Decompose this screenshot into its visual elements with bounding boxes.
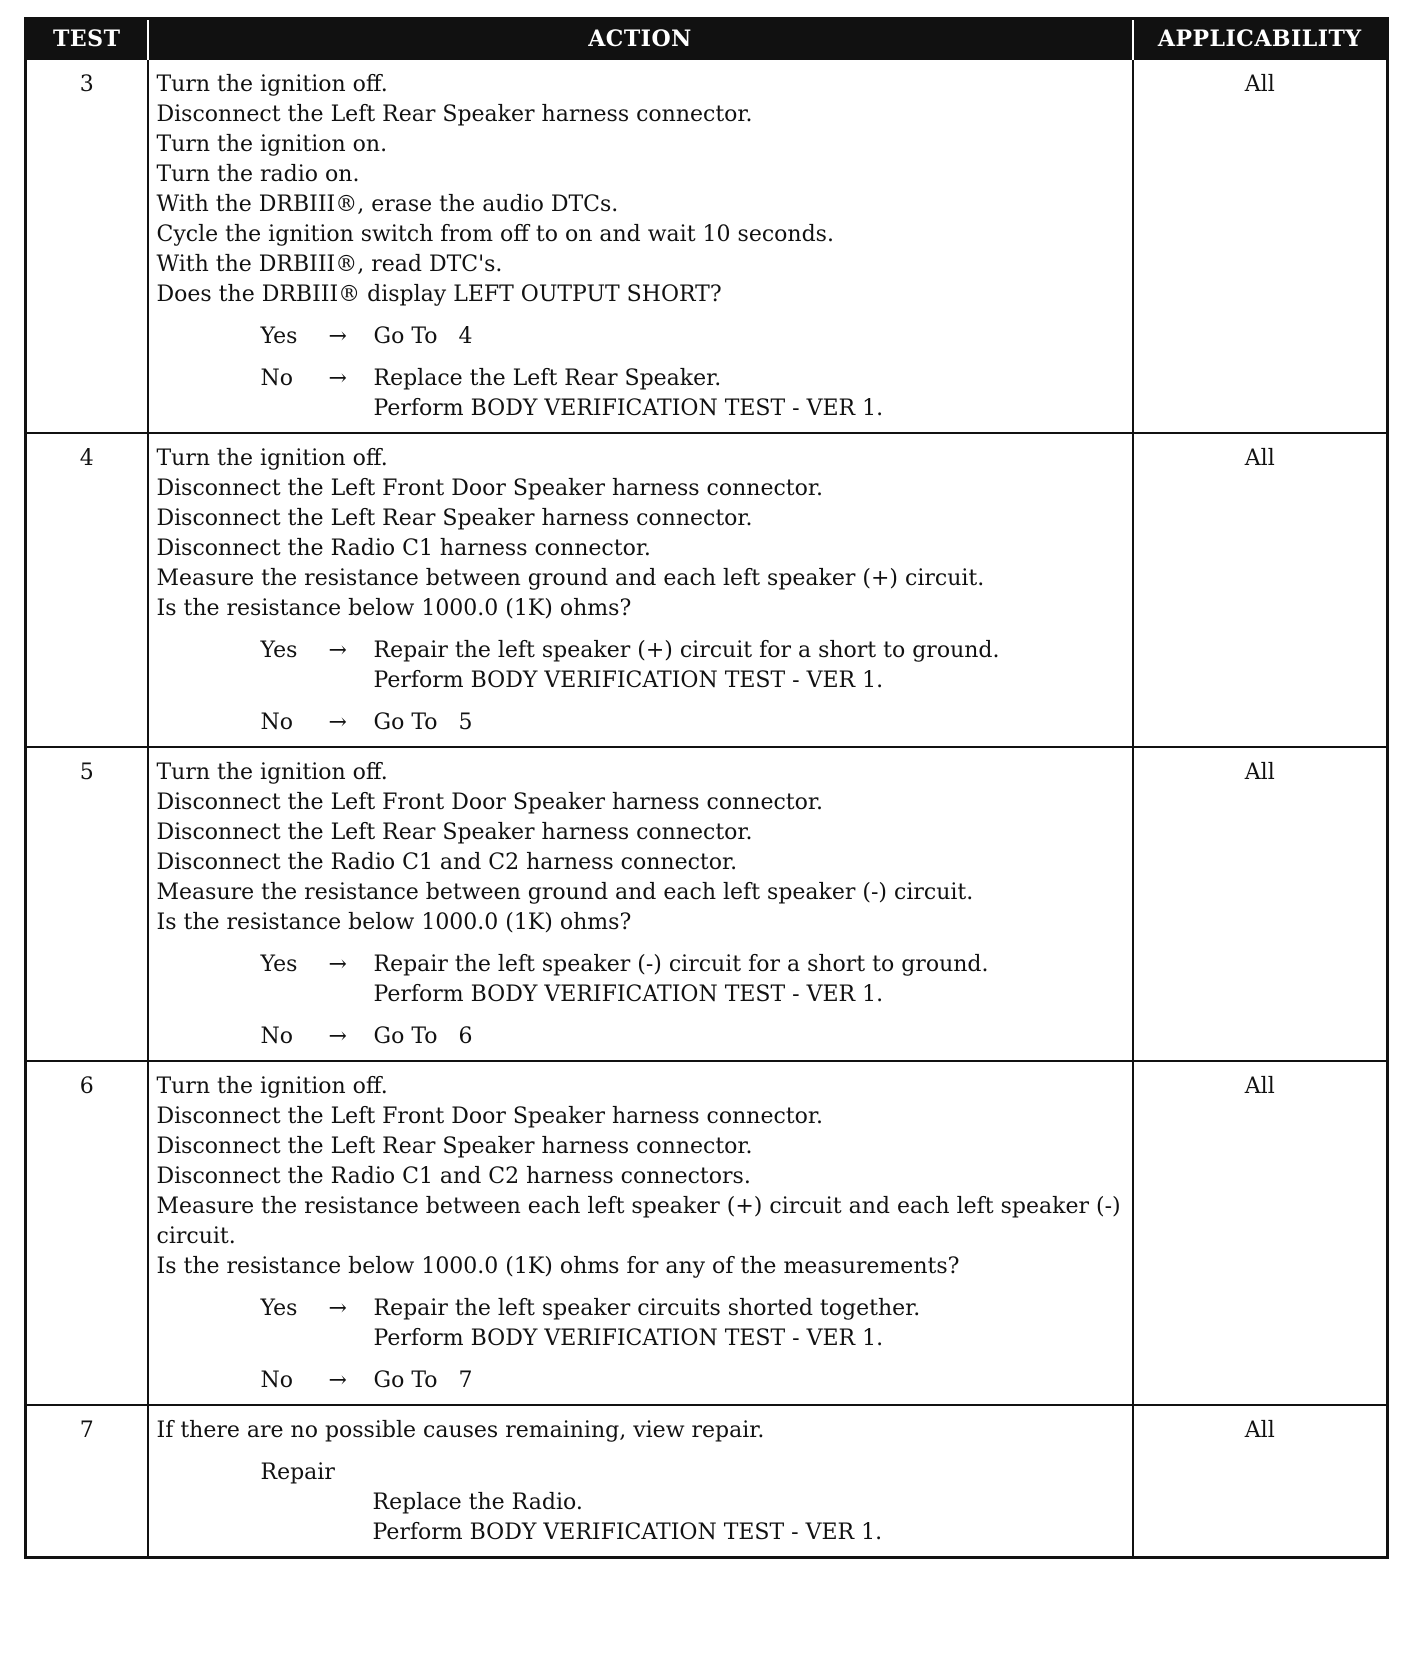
yes-label: Yes — [260, 324, 298, 349]
no-result — [374, 708, 1124, 738]
table-body — [26, 59, 1388, 1558]
test-number: 6 — [26, 1061, 148, 1405]
step-line: Disconnect the Radio C1 and C2 harness connectors. — [156, 1164, 751, 1189]
step-line: If there are no possible causes remaining, view repair. — [156, 1418, 765, 1443]
arrow-icon: → — [328, 366, 347, 391]
step-line: Disconnect the Left Rear Speaker harness connector. — [156, 102, 753, 127]
result-line: Perform BODY VERIFICATION TEST - VER 1. — [373, 1326, 884, 1351]
result-line: Perform BODY VERIFICATION TEST - VER 1. — [373, 668, 884, 693]
no-label: No — [260, 710, 293, 735]
applicability: All — [1133, 1405, 1388, 1558]
step-line: Disconnect the Left Front Door Speaker harness connector. — [156, 1104, 823, 1129]
yes-label: Yes — [260, 952, 298, 977]
header-test: TEST — [26, 19, 148, 60]
step-line: Disconnect the Radio C1 and C2 harness connector. — [156, 850, 738, 875]
step-line: Measure the resistance between ground and each left speaker (+) circuit. — [156, 566, 985, 591]
result-line: Go To 5 — [373, 710, 473, 735]
header-action: ACTION — [148, 19, 1133, 60]
yes-option — [157, 636, 1124, 696]
yes-result — [374, 1294, 1124, 1354]
yes-option — [157, 322, 1124, 352]
result-line: Go To 6 — [373, 1024, 473, 1049]
step-line: Does the DRBIII® display LEFT OUTPUT SHORT? — [156, 282, 722, 307]
step-line: Turn the ignition off. — [156, 446, 388, 471]
decision-options — [157, 950, 1124, 1052]
step-line: Turn the ignition off. — [156, 1074, 388, 1099]
result-line: Repair the left speaker (+) circuit for a short to ground. — [373, 638, 1000, 663]
applicability: All — [1133, 747, 1388, 1061]
table-row — [26, 1061, 1388, 1405]
diagnostic-table — [24, 17, 1389, 1559]
result-line: Replace the Left Rear Speaker. — [373, 366, 722, 391]
no-option — [157, 1366, 1124, 1396]
step-line: With the DRBIII®, erase the audio DTCs. — [156, 192, 619, 217]
action-cell — [148, 59, 1133, 433]
result-line: Repair the left speaker (-) circuit for a short to ground. — [373, 952, 989, 977]
action-cell — [148, 747, 1133, 1061]
table-row — [26, 433, 1388, 747]
step-line: Disconnect the Left Rear Speaker harness connector. — [156, 1134, 753, 1159]
yes-result — [374, 322, 1124, 352]
yes-option — [157, 950, 1124, 1010]
header-applicability: APPLICABILITY — [1133, 19, 1388, 60]
table-row — [26, 747, 1388, 1061]
no-result — [374, 1366, 1124, 1396]
step-line: circuit. — [156, 1224, 236, 1249]
step-line: Cycle the ignition switch from off to on and wait 10 seconds. — [156, 222, 834, 247]
decision-options — [157, 1294, 1124, 1396]
step-line: Measure the resistance between ground and each left speaker (-) circuit. — [156, 880, 974, 905]
step-line: Is the resistance below 1000.0 (1K) ohms for any of the measurements? — [156, 1254, 960, 1279]
table-header-row — [26, 19, 1388, 60]
no-label: No — [260, 366, 293, 391]
test-number: 4 — [26, 433, 148, 747]
decision-options — [157, 636, 1124, 738]
result-line: Go To 4 — [373, 324, 473, 349]
repair-lines — [261, 1488, 1124, 1548]
result-line: Perform BODY VERIFICATION TEST - VER 1. — [373, 396, 884, 421]
yes-label: Yes — [260, 638, 298, 663]
table-row — [26, 59, 1388, 433]
result-line: Perform BODY VERIFICATION TEST - VER 1. — [373, 982, 884, 1007]
arrow-icon: → — [328, 1024, 347, 1049]
repair-line: Replace the Radio. — [372, 1490, 583, 1515]
yes-option — [157, 1294, 1124, 1354]
decision-options — [157, 322, 1124, 424]
arrow-icon: → — [328, 1368, 347, 1393]
applicability: All — [1133, 433, 1388, 747]
step-line: Measure the resistance between each left speaker (+) circuit and each left speaker (-) — [156, 1194, 1121, 1219]
step-line: Disconnect the Left Rear Speaker harness connector. — [156, 820, 753, 845]
yes-label: Yes — [260, 1296, 298, 1321]
arrow-icon: → — [328, 324, 347, 349]
arrow-icon: → — [328, 1296, 347, 1321]
result-line: Go To 7 — [373, 1368, 473, 1393]
step-line: Turn the ignition off. — [156, 72, 388, 97]
step-line: With the DRBIII®, read DTC's. — [156, 252, 503, 277]
arrow-icon: → — [328, 952, 347, 977]
no-result — [374, 1022, 1124, 1052]
step-line: Turn the ignition on. — [156, 132, 388, 157]
step-line: Disconnect the Left Rear Speaker harness connector. — [156, 506, 753, 531]
step-line: Disconnect the Left Front Door Speaker harness connector. — [156, 476, 823, 501]
no-option — [157, 364, 1124, 424]
no-label: No — [260, 1024, 293, 1049]
arrow-icon: → — [328, 710, 347, 735]
arrow-icon: → — [328, 638, 347, 663]
step-line: Disconnect the Left Front Door Speaker harness connector. — [156, 790, 823, 815]
procedure-sheet — [24, 17, 1386, 1559]
action-cell — [148, 1405, 1133, 1558]
applicability: All — [1133, 59, 1388, 433]
step-line: Turn the ignition off. — [156, 760, 388, 785]
action-cell — [148, 1061, 1133, 1405]
repair-label: Repair — [260, 1460, 335, 1485]
step-line: Is the resistance below 1000.0 (1K) ohms? — [156, 596, 632, 621]
repair-line: Perform BODY VERIFICATION TEST - VER 1. — [372, 1520, 883, 1545]
repair-block — [157, 1458, 1124, 1548]
no-option — [157, 708, 1124, 738]
action-cell — [148, 433, 1133, 747]
yes-result — [374, 950, 1124, 1010]
result-line: Repair the left speaker circuits shorted together. — [373, 1296, 921, 1321]
no-result — [374, 364, 1124, 424]
no-option — [157, 1022, 1124, 1052]
yes-result — [374, 636, 1124, 696]
test-number: 3 — [26, 59, 148, 433]
applicability: All — [1133, 1061, 1388, 1405]
step-line: Disconnect the Radio C1 harness connector. — [156, 536, 651, 561]
step-line: Turn the radio on. — [156, 162, 360, 187]
test-number: 7 — [26, 1405, 148, 1558]
test-number: 5 — [26, 747, 148, 1061]
no-label: No — [260, 1368, 293, 1393]
table-row — [26, 1405, 1388, 1558]
step-line: Is the resistance below 1000.0 (1K) ohms? — [156, 910, 632, 935]
